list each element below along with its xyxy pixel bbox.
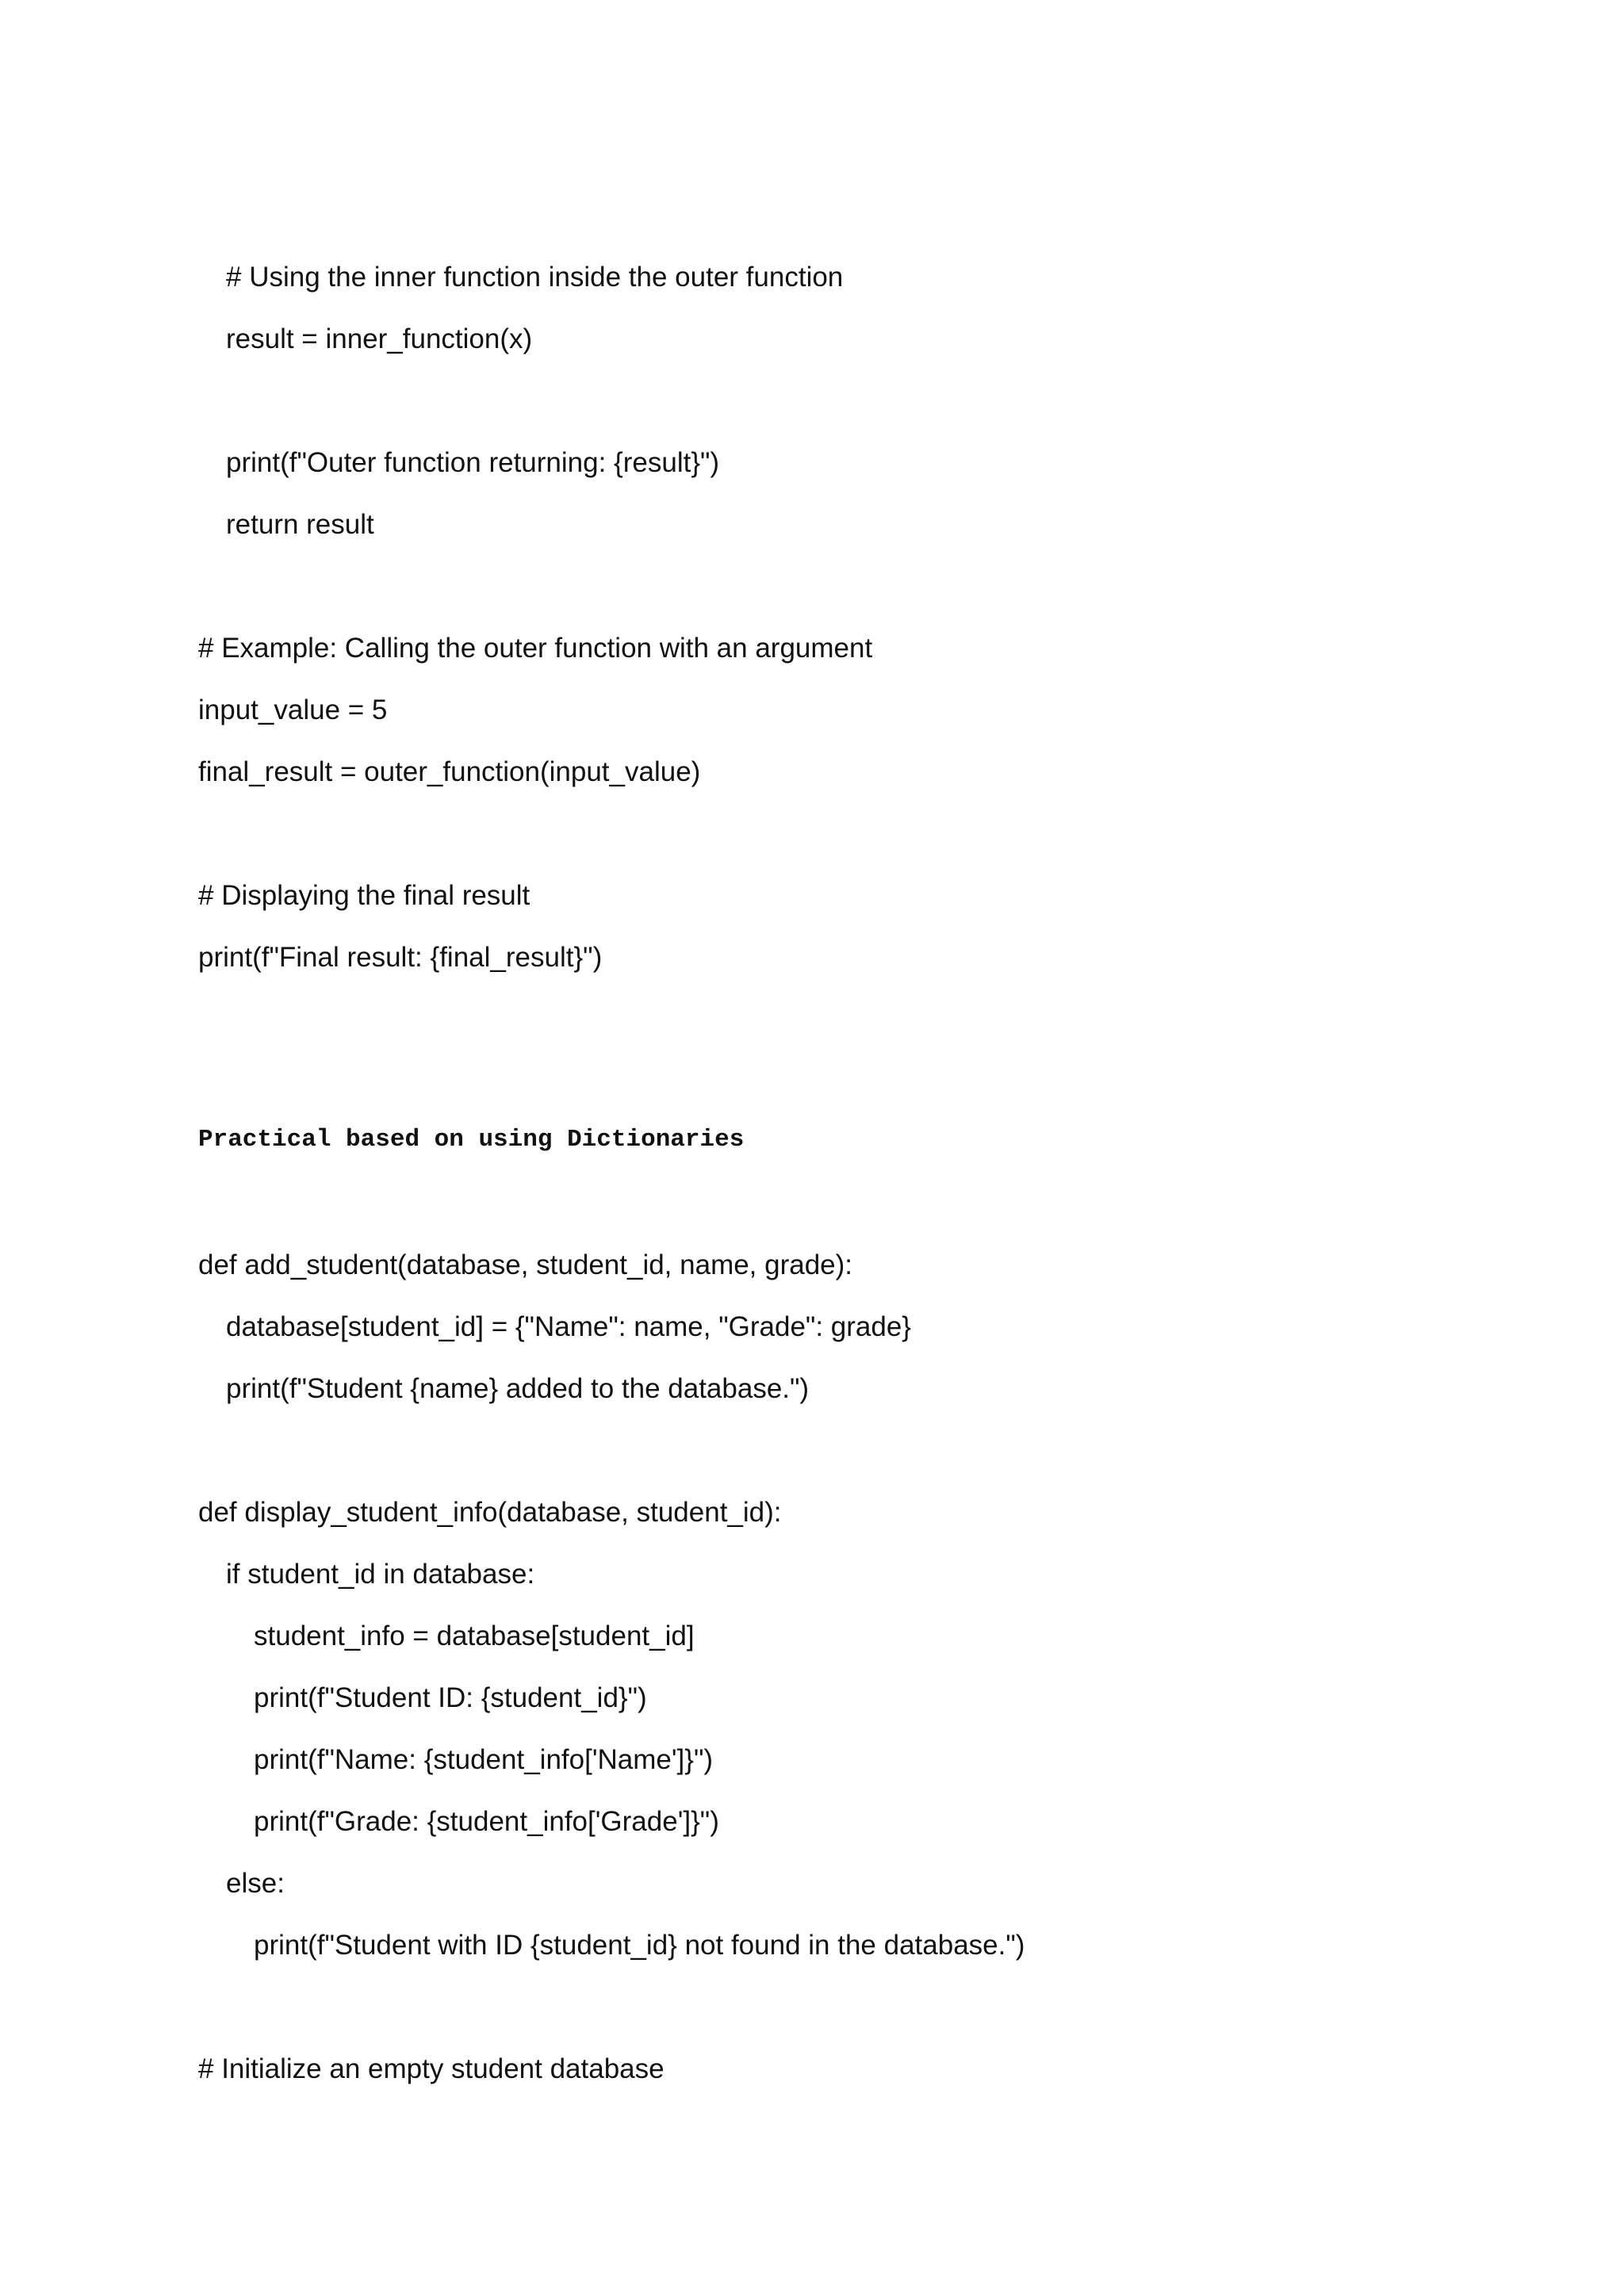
code-line: def add_student(database, student_id, name, grade): [198,1249,853,1280]
code-line: print(f"Student ID: {student_id}") [254,1682,647,1713]
code-line: result = inner_function(x) [226,323,533,354]
code-comment-line: # Example: Calling the outer function with an argument [198,633,873,664]
code-line: return result [226,509,374,540]
code-line: student_info = database[student_id] [254,1621,695,1651]
code-line: print(f"Grade: {student_info['Grade']}") [254,1806,719,1837]
code-line: if student_id in database: [226,1559,535,1590]
code-line: print(f"Student {name} added to the database.") [226,1373,810,1404]
section-heading: Practical based on using Dictionaries [198,1126,745,1154]
code-line: print(f"Name: {student_info['Name']}") [254,1744,714,1775]
code-line: final_result = outer_function(input_value) [198,756,701,787]
code-comment-line: # Initialize an empty student database [198,2053,665,2084]
code-line: print(f"Outer function returning: {result}") [226,447,720,478]
code-line: else: [226,1868,285,1899]
code-line: def display_student_info(database, student_id): [198,1497,782,1528]
code-line: input_value = 5 [198,695,388,725]
code-line: print(f"Final result: {final_result}") [198,942,603,973]
code-comment-line: # Displaying the final result [198,880,530,911]
code-comment-line: # Using the inner function inside the outer function [226,262,844,293]
code-line: database[student_id] = {"Name": name, "Grade": grade} [226,1311,911,1342]
code-line: print(f"Student with ID {student_id} not found in the database.") [254,1930,1025,1961]
